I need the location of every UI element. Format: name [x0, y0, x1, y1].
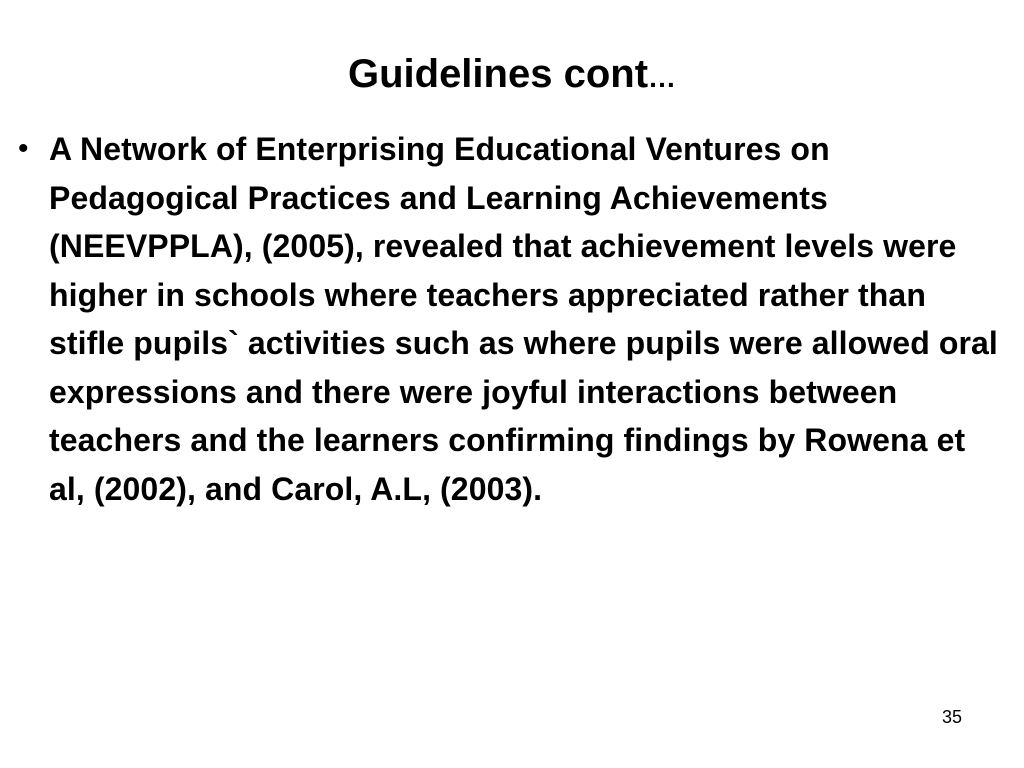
slide-title-text: Guidelines cont — [347, 52, 649, 96]
slide-number: 35 — [941, 707, 962, 727]
bullet-list — [18, 125, 998, 513]
slide-title — [0, 50, 1024, 102]
bullet-item — [18, 125, 998, 513]
slide-title-ellipsis: … — [648, 62, 677, 93]
bullet-marker: • — [18, 132, 29, 165]
bullet-text: A Network of Enterprising Educational Ventures on Pedagogical Practices and Learning Achievements (NEEVPPLA), (2005), revealed that achievement levels were higher in schools where teachers appreciated rather than stifle pupils` activities such as where pupils were allowed oral expressions and there were joyful interactions between teachers and the learners confirming findings by Rowena et al, (2002), and Carol, A.L, (2003). — [49, 131, 998, 507]
